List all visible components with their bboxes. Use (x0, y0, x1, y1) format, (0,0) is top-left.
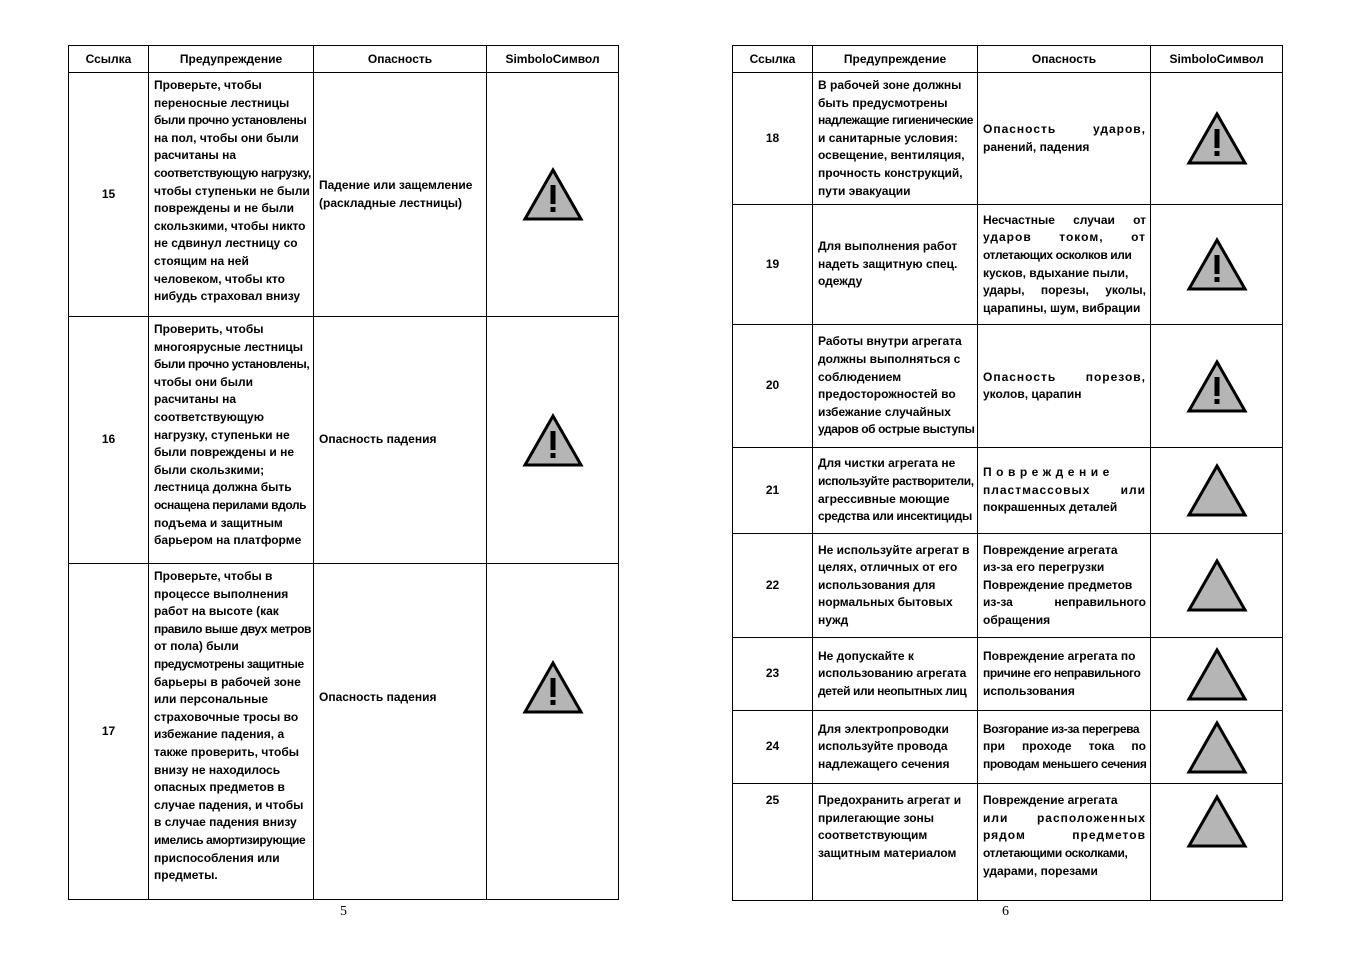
text-line: чтобы ступеньки не были (154, 183, 310, 198)
warning-exclamation-icon (1186, 111, 1248, 166)
row-warning (149, 73, 314, 317)
text-line: нужд (818, 613, 849, 628)
text-line: барьеры в рабочей зоне (154, 674, 301, 689)
warning-triangle-icon (1186, 647, 1248, 702)
row-hazard (314, 564, 487, 900)
row-ref: 16 (69, 317, 149, 564)
row-symbol (1151, 711, 1283, 784)
text-line: соответствующим (818, 828, 928, 843)
text-line: Работы внутри агрегата (818, 334, 962, 349)
text-line: процессе выполнения (154, 586, 289, 601)
text-line: соответствующую (154, 409, 264, 424)
text-line: надлежащего сечения (818, 756, 950, 771)
text-line: В рабочей зоне должны (818, 78, 962, 92)
text-line: нормальных бытовых (818, 595, 953, 610)
row-warning (813, 205, 978, 325)
row-symbol (1151, 638, 1283, 711)
row-warning (813, 73, 978, 205)
text-line: отлетающих осколков или (983, 248, 1132, 263)
text-line: Повреждение агрегата по (983, 648, 1136, 663)
text-line: использования для (818, 577, 936, 592)
text-line: Опасность падения (319, 432, 437, 447)
text-line: оснащена перилами вдоль (154, 497, 307, 512)
header-symbol: SimboloСимвол (487, 46, 619, 73)
text-line: страховочные тросы во (154, 709, 299, 724)
text-line: должны выполняться с (818, 351, 961, 366)
text-line: избежание случайных (818, 404, 951, 419)
row-warning (149, 564, 314, 900)
text-line: соблюдением (818, 369, 902, 384)
warning-triangle-icon (1186, 558, 1248, 613)
text-line: Проверьте, чтобы в (154, 569, 273, 583)
row-ref: 15 (69, 73, 149, 317)
text-line: отлетающими осколками, (983, 845, 1128, 860)
table-row (733, 205, 1283, 325)
text-line: ударов об острые выступы (818, 422, 975, 437)
text-line: используйте растворители, (818, 474, 974, 489)
text-line: избежание падения, а (154, 727, 285, 742)
row-warning (149, 317, 314, 564)
row-hazard (314, 73, 487, 317)
text-line: Возгорание из-за перегрева (983, 721, 1140, 736)
text-line: в случае падения внизу (154, 815, 297, 830)
text-line: предметы. (154, 868, 218, 883)
header-ref: Ссылка (69, 46, 149, 73)
text-line: расчитаны на (154, 392, 237, 407)
text-line: барьером на платформе (154, 533, 302, 548)
safety-table-right (732, 45, 1283, 901)
text-line: опасных предметов в (154, 780, 285, 795)
text-line: уколов, царапин (983, 387, 1082, 402)
row-hazard (978, 534, 1151, 638)
table-row (69, 73, 619, 317)
text-line: правило выше двух метров (154, 621, 311, 636)
text-line: Повреждение агрегата (983, 793, 1118, 808)
page-left (68, 45, 618, 900)
text-line: внизу не находилось (154, 762, 281, 777)
row-ref: 23 (733, 638, 813, 711)
text-line: ударов током, от (983, 230, 1146, 245)
text-line: (раскладные лестницы) (319, 195, 463, 210)
text-line: кусков, вдыхание пыли, (983, 265, 1129, 280)
text-line: работ на высоте (как (154, 604, 279, 619)
table-header-row (69, 46, 619, 73)
row-warning (813, 325, 978, 448)
row-symbol (487, 317, 619, 564)
page-number-right: 6 (1002, 904, 1009, 919)
row-hazard (978, 638, 1151, 711)
text-line: пластмассовых или (983, 482, 1146, 497)
row-symbol (1151, 448, 1283, 534)
text-line: при проходе тока по (983, 739, 1146, 754)
safety-table-left (68, 45, 619, 900)
text-line: Предохранить агрегат и (818, 793, 962, 808)
table-row (733, 534, 1283, 638)
text-line: агрессивные моющие (818, 491, 950, 506)
text-line: из-за его перегрузки (983, 560, 1105, 575)
text-line: Для чистки агрегата не (818, 456, 956, 471)
header-symbol: SimboloСимвол (1151, 46, 1283, 73)
text-line: и санитарные условия: (818, 130, 958, 145)
row-hazard (978, 711, 1151, 784)
text-line: были прочно установлены (154, 113, 307, 128)
row-ref: 19 (733, 205, 813, 325)
text-line: чтобы они были (154, 374, 253, 389)
text-line: ранений, падения (983, 139, 1090, 154)
text-line: целях, отличных от его (818, 560, 958, 575)
text-line: Не допускайте к (818, 648, 914, 663)
text-line: Опасность падения (319, 690, 437, 704)
text-line: пути эвакуации (818, 183, 911, 198)
table-row (733, 73, 1283, 205)
text-line: нибудь страховал внизу (154, 289, 301, 304)
text-line: были повреждены и не (154, 445, 295, 460)
row-hazard (978, 448, 1151, 534)
text-line: рядом предметов (983, 828, 1146, 843)
text-line: Повреждение предметов (983, 577, 1133, 592)
header-ref: Ссылка (733, 46, 813, 73)
row-hazard (978, 73, 1151, 205)
header-warning: Предупреждение (149, 46, 314, 73)
row-hazard (978, 205, 1151, 325)
table-row (733, 711, 1283, 784)
row-warning (813, 711, 978, 784)
text-line: Для электропроводки (818, 721, 949, 736)
table-header-row (733, 46, 1283, 73)
text-line: или расположенных (983, 810, 1146, 825)
warning-exclamation-icon (522, 167, 584, 222)
text-line: причине его неправильного (983, 666, 1141, 681)
row-symbol (1151, 784, 1283, 901)
row-ref: 24 (733, 711, 813, 784)
warning-exclamation-icon (1186, 237, 1248, 292)
text-line: покрашенных деталей (983, 500, 1118, 515)
table-row (69, 317, 619, 564)
row-hazard (978, 325, 1151, 448)
text-line: Повреждение агрегата (983, 542, 1118, 557)
text-line: Проверьте, чтобы (154, 78, 262, 92)
header-hazard: Опасность (978, 46, 1151, 73)
text-line: приспособления или (154, 850, 280, 865)
text-line: освещение, вентиляция, (818, 148, 965, 163)
text-line: из-за неправильного (983, 595, 1146, 610)
header-warning: Предупреждение (813, 46, 978, 73)
text-line: быть предусмотрены (818, 95, 948, 110)
text-line: прочность конструкций, (818, 165, 963, 180)
text-line: обращения (983, 613, 1051, 628)
row-symbol (487, 564, 619, 900)
text-line: были скользкими; (154, 462, 265, 477)
text-line: царапины, шум, вибрации (983, 300, 1141, 315)
text-line: одежду (818, 274, 863, 289)
text-line: или персональные (154, 692, 269, 707)
text-line: расчитаны на (154, 148, 237, 163)
text-line: лестница должна быть (154, 480, 292, 495)
text-line: предосторожностей во (818, 387, 956, 402)
row-symbol (487, 73, 619, 317)
text-line: ударами, порезами (983, 863, 1098, 878)
text-line: детей или неопытных лиц (818, 683, 967, 698)
row-ref: 21 (733, 448, 813, 534)
row-symbol (1151, 534, 1283, 638)
table-row (733, 638, 1283, 711)
text-line: проводам меньшего сечения (983, 756, 1147, 771)
text-line: удары, порезы, уколы, (983, 283, 1146, 298)
text-line: Для выполнения работ (818, 239, 958, 254)
row-symbol (1151, 73, 1283, 205)
text-line: повреждены и не были (154, 201, 295, 216)
text-line: надеть защитную спец. (818, 256, 958, 271)
row-ref: 18 (733, 73, 813, 205)
table-row (733, 784, 1283, 901)
text-line: имелись амортизирующие (154, 832, 306, 847)
text-line: случае падения, и чтобы (154, 797, 304, 812)
text-line: использованию агрегата (818, 666, 967, 681)
text-line: Падение или защемление (319, 177, 473, 192)
text-line: человеком, чтобы кто (154, 271, 285, 286)
table-row (69, 564, 619, 900)
row-ref: 20 (733, 325, 813, 448)
text-line: подъема и защитным (154, 515, 283, 530)
row-warning (813, 534, 978, 638)
text-line: использования (983, 683, 1075, 698)
text-line: стоящим на ней (154, 253, 249, 268)
row-warning (813, 448, 978, 534)
text-line: Проверить, чтобы (154, 322, 264, 336)
header-hazard: Опасность (314, 46, 487, 73)
page-right (732, 45, 1282, 901)
page-number-left: 5 (340, 904, 347, 919)
warning-exclamation-icon (522, 413, 584, 468)
text-line: предусмотрены защитные (154, 656, 304, 671)
table-row (733, 448, 1283, 534)
row-symbol (1151, 325, 1283, 448)
text-line: скользкими, чтобы никто (154, 218, 306, 233)
text-line: Опасность порезов, (983, 369, 1146, 384)
text-line: защитным материалом (818, 845, 957, 860)
row-ref: 17 (69, 564, 149, 900)
text-line: многоярусные лестницы (154, 339, 303, 354)
warning-exclamation-icon (1186, 359, 1248, 414)
warning-exclamation-icon (522, 660, 584, 715)
text-line: Не используйте агрегат в (818, 542, 970, 557)
row-hazard (978, 784, 1151, 901)
text-line: также проверить, чтобы (154, 744, 300, 759)
text-line: используйте провода (818, 739, 948, 754)
text-line: Опасность ударов, (983, 121, 1146, 136)
warning-triangle-icon (1186, 794, 1248, 849)
text-line: переносные лестницы (154, 95, 290, 110)
table-row (733, 325, 1283, 448)
text-line: нагрузку, ступеньки не (154, 427, 290, 442)
text-line: не сдвинул лестницу со (154, 236, 298, 251)
row-warning (813, 638, 978, 711)
row-ref: 22 (733, 534, 813, 638)
text-line: от пола) были (154, 639, 239, 654)
text-line: прилегающие зоны (818, 810, 935, 825)
text-line: надлежащие гигиенические (818, 113, 974, 128)
row-hazard (314, 317, 487, 564)
text-line: были прочно установлены, (154, 357, 310, 372)
row-warning (813, 784, 978, 901)
text-line: средства или инсектициды (818, 509, 972, 524)
row-symbol (1151, 205, 1283, 325)
text-line: соответствующую нагрузку, (154, 165, 311, 180)
warning-triangle-icon (1186, 463, 1248, 518)
text-line: Несчастные случаи от (983, 212, 1146, 227)
warning-triangle-icon (1186, 720, 1248, 775)
row-ref: 25 (733, 784, 813, 901)
text-line: Повреждение (983, 465, 1114, 480)
text-line: на пол, чтобы они были (154, 130, 299, 145)
